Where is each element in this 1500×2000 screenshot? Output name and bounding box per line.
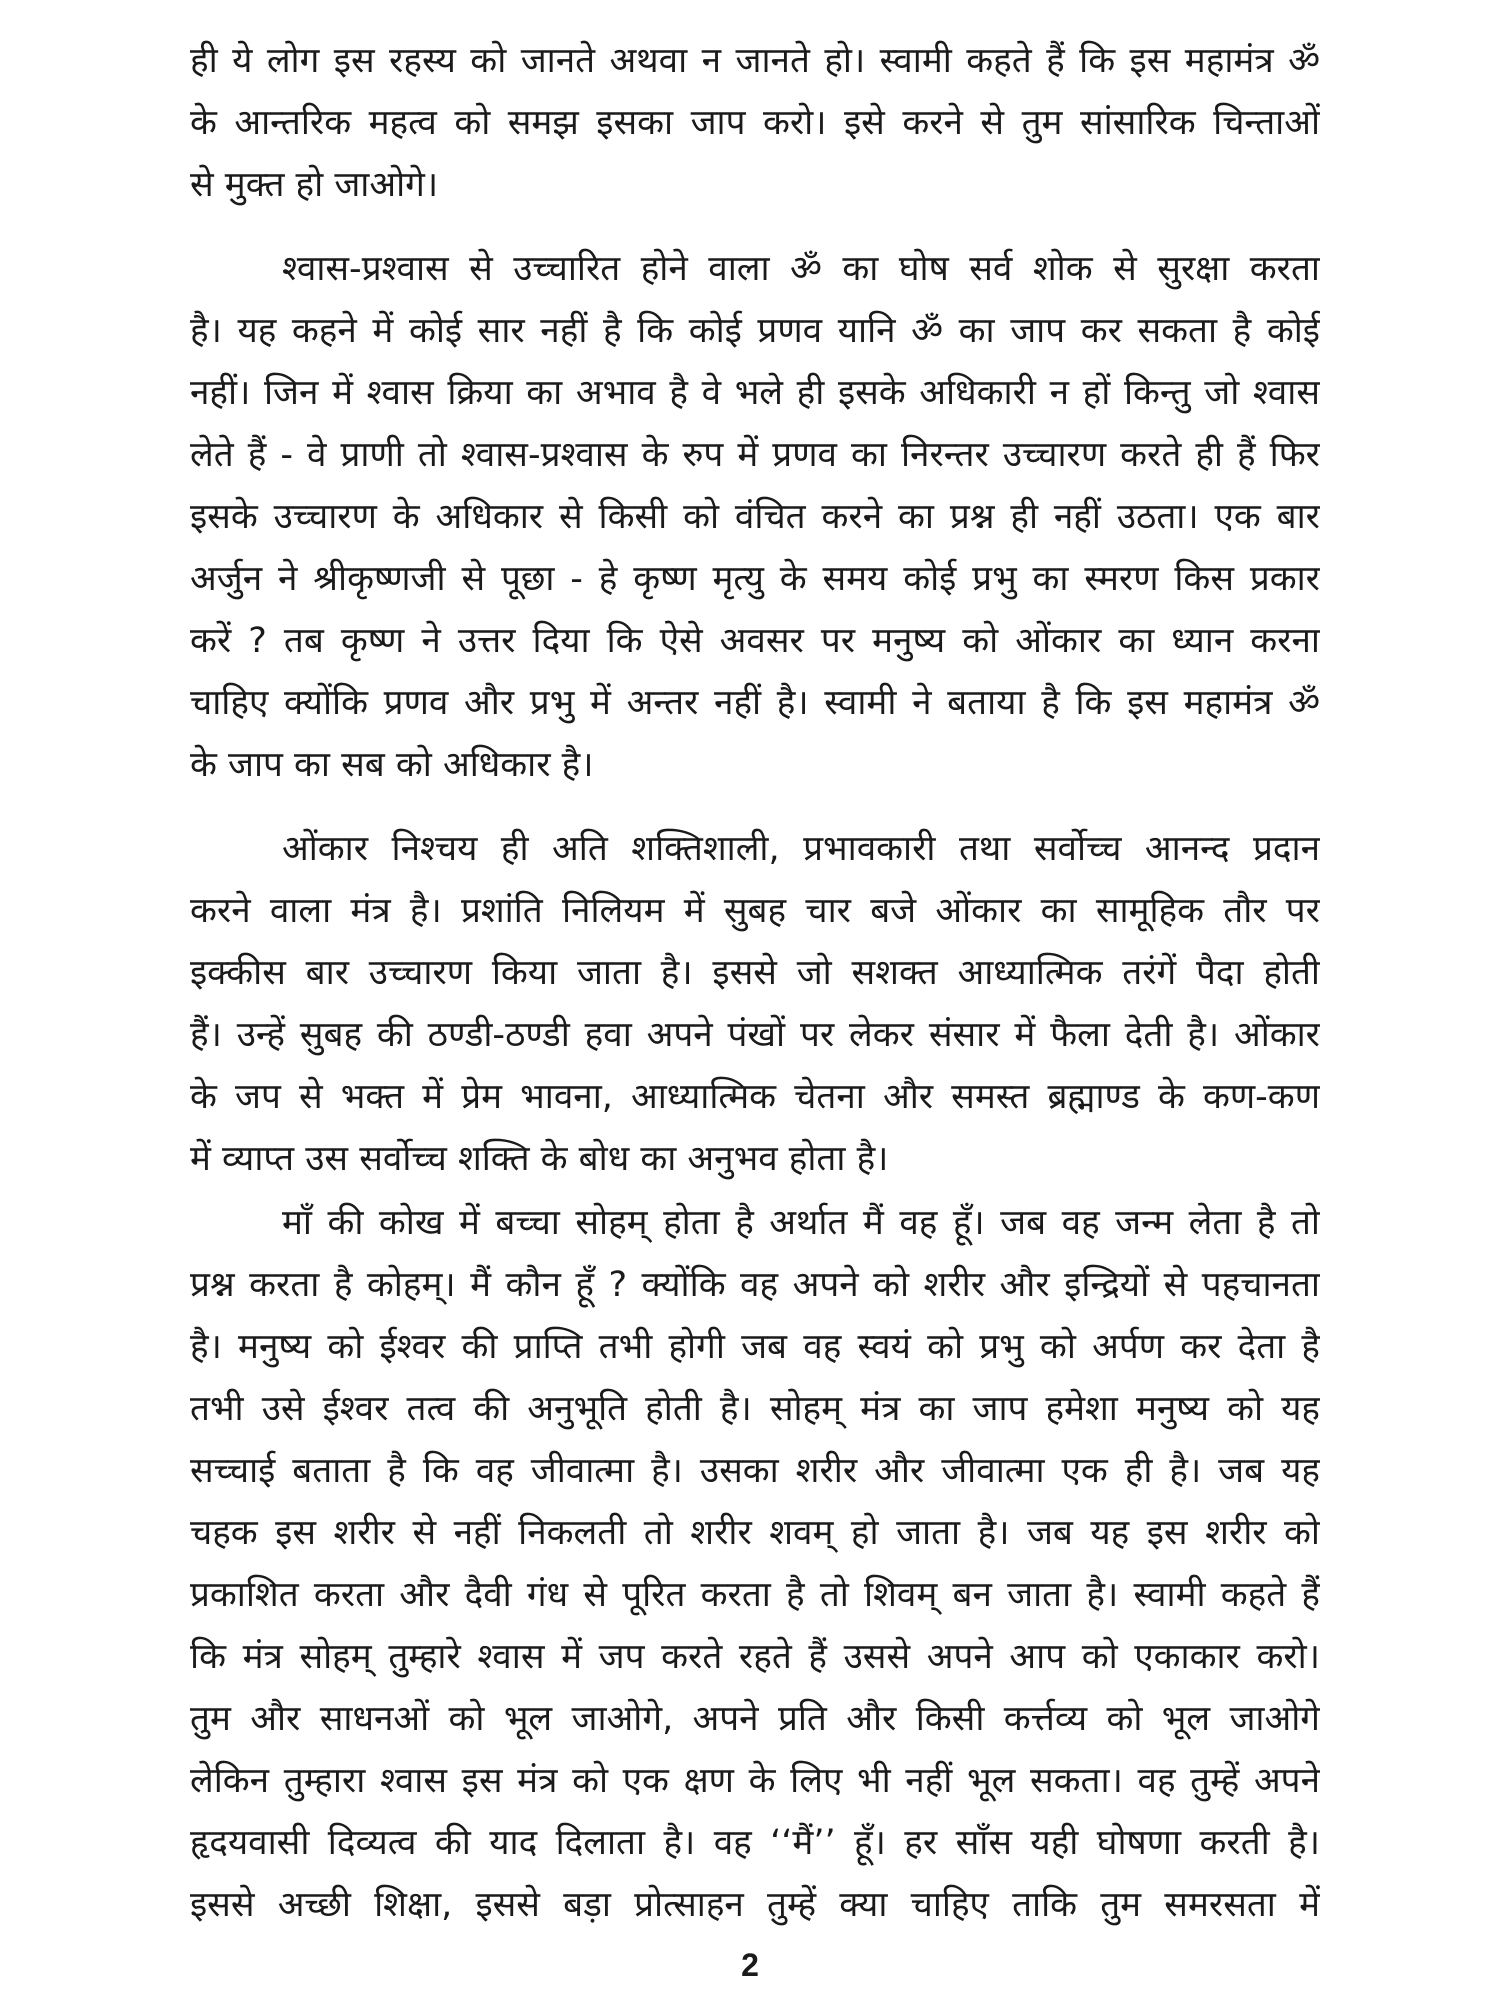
paragraph-1 — [190, 30, 1320, 216]
text-line: करें ? तब कृष्ण ने उत्तर दिया कि ऐसे अवसर पर मनुष्य को ओंकार का ध्यान करना — [190, 621, 1320, 661]
text-line: प्रश्न करता है कोहम्। मैं कौन हूँ ? क्योंकि वह अपने को शरीर और इन्द्रियों से पहचानता — [190, 1265, 1320, 1305]
text-line: अर्जुन ने श्रीकृष्णजी से पूछा - हे कृष्ण मृत्यु के समय कोई प्रभु का स्मरण किस प्रकार — [190, 559, 1320, 599]
text-line: करने वाला मंत्र है। प्रशांति निलियम में सुबह चार बजे ओंकार का सामूहिक तौर पर — [190, 891, 1320, 931]
text-line: प्रकाशित करता और दैवी गंध से पूरित करता है तो शिवम् बन जाता है। स्वामी कहते हैं — [190, 1575, 1320, 1615]
text-line: के आन्तरिक महत्व को समझ इसका जाप करो। इसे करने से तुम सांसारिक चिन्ताओं — [190, 103, 1320, 143]
text-line: हैं। उन्हें सुबह की ठण्डी-ठण्डी हवा अपने पंखों पर लेकर संसार में फैला देती है। ओंकार — [190, 1015, 1320, 1055]
text-line: ही ये लोग इस रहस्य को जानते अथवा न जानते हो। स्वामी कहते हैं कि इस महामंत्र ॐ — [190, 41, 1320, 81]
text-line: में व्याप्त उस सर्वोच्च शक्ति के बोध का अनुभव होता है। — [190, 1139, 889, 1179]
text-line: ओंकार निश्चय ही अति शक्तिशाली, प्रभावकारी तथा सर्वोच्च आनन्द प्रदान — [282, 829, 1320, 869]
text-line: से मुक्त हो जाओगे। — [190, 165, 439, 205]
text-line: इससे अच्छी शिक्षा, इससे बड़ा प्रोत्साहन तुम्हें क्या चाहिए ताकि तुम समरसता में — [190, 1885, 1320, 1925]
text-line: है। यह कहने में कोई सार नहीं है कि कोई प्रणव यानि ॐ का जाप कर सकता है कोई — [190, 311, 1320, 351]
text-line: नहीं। जिन में श्वास क्रिया का अभाव है वे भले ही इसके अधिकारी न हों किन्तु जो श्वास — [190, 373, 1320, 413]
paragraph-4 — [190, 1192, 1320, 1936]
text-line: हृदयवासी दिव्यत्व की याद दिलाता है। वह ‘‘मैं’’ हूँ। हर साँस यही घोषणा करती है। — [190, 1823, 1320, 1863]
text-line: तभी उसे ईश्वर तत्व की अनुभूति होती है। सोहम् मंत्र का जाप हमेशा मनुष्य को यह — [190, 1389, 1320, 1429]
text-line: इसके उच्चारण के अधिकार से किसी को वंचित करने का प्रश्न ही नहीं उठता। एक बार — [190, 497, 1320, 537]
text-line: सच्चाई बताता है कि वह जीवात्मा है। उसका शरीर और जीवात्मा एक ही है। जब यह — [190, 1451, 1320, 1491]
text-line: के जाप का सब को अधिकार है। — [190, 745, 594, 785]
text-line: लेकिन तुम्हारा श्वास इस मंत्र को एक क्षण के लिए भी नहीं भूल सकता। वह तुम्हें अपने — [190, 1761, 1320, 1801]
text-line: कि मंत्र सोहम् तुम्हारे श्वास में जप करते रहते हैं उससे अपने आप को एकाकार करो। — [190, 1637, 1320, 1677]
page-number: 2 — [741, 1947, 759, 1983]
text-line: लेते हैं - वे प्राणी तो श्वास-प्रश्वास के रुप में प्रणव का निरन्तर उच्चारण करते ही हैं फिर — [190, 435, 1320, 475]
text-line: इक्कीस बार उच्चारण किया जाता है। इससे जो सशक्त आध्यात्मिक तरंगें पैदा होती — [190, 953, 1320, 993]
text-line: माँ की कोख में बच्चा सोहम् होता है अर्थात मैं वह हूँ। जब वह जन्म लेता है तो — [282, 1203, 1320, 1243]
text-line: है। मनुष्य को ईश्वर की प्राप्ति तभी होगी जब वह स्वयं को प्रभु को अर्पण कर देता है — [190, 1327, 1320, 1367]
text-line: श्वास-प्रश्वास से उच्चारित होने वाला ॐ का घोष सर्व शोक से सुरक्षा करता — [282, 249, 1320, 289]
text-line: के जप से भक्त में प्रेम भावना, आध्यात्मिक चेतना और समस्त ब्रह्माण्ड के कण-कण — [190, 1077, 1320, 1117]
text-line: चहक इस शरीर से नहीं निकलती तो शरीर शवम् हो जाता है। जब यह इस शरीर को — [190, 1513, 1320, 1553]
paragraph-2 — [190, 238, 1320, 796]
paragraph-3 — [190, 818, 1320, 1190]
text-line: तुम और साधनओं को भूल जाओगे, अपने प्रति और किसी कर्त्तव्य को भूल जाओगे — [190, 1699, 1320, 1739]
text-line: चाहिए क्योंकि प्रणव और प्रभु में अन्तर नहीं है। स्वामी ने बताया है कि इस महामंत्र ॐ — [190, 683, 1320, 723]
